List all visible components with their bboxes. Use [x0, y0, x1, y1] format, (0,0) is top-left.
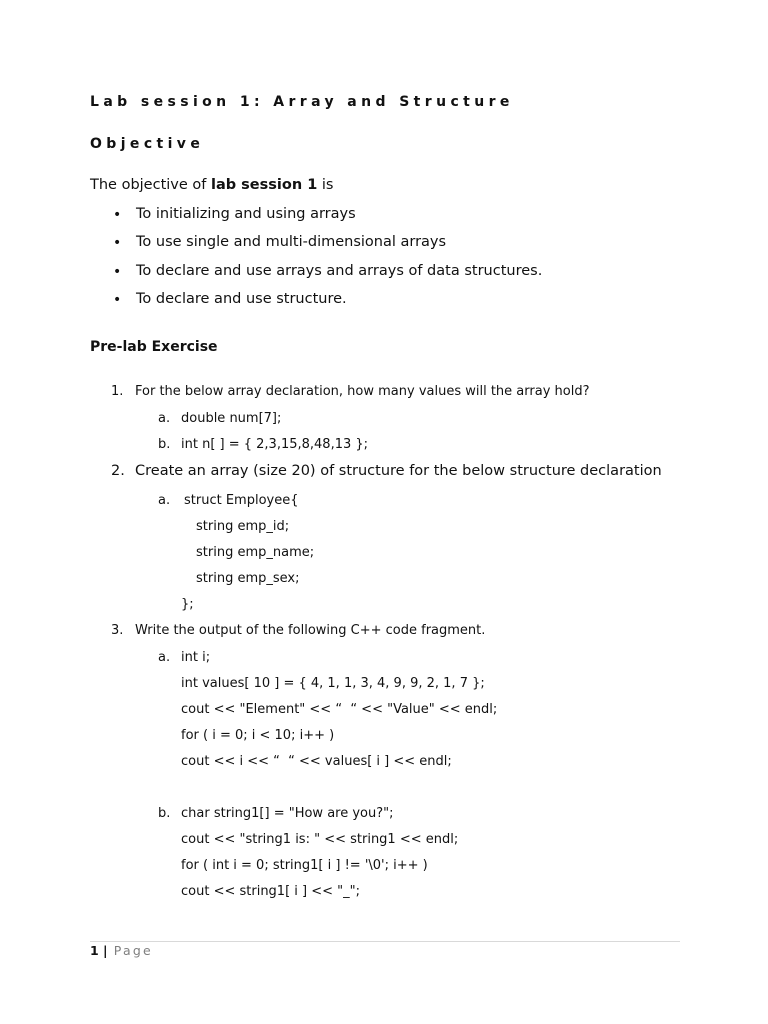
bullet-icon: • — [113, 292, 122, 308]
bullet-icon: • — [113, 207, 122, 223]
code-line: cout << "Element" << “ “ << "Value" << endl; — [181, 702, 498, 717]
footer-divider — [90, 941, 680, 942]
question-text: Write the output of the following C++ code fragment. — [135, 623, 486, 638]
objective-item: To declare and use structure. — [136, 291, 347, 307]
page-title: Lab session 1: Array and Structure — [90, 94, 514, 110]
prelab-heading: Pre-lab Exercise — [90, 339, 218, 355]
code-line: cout << "string1 is: " << string1 << endl; — [181, 832, 459, 847]
objective-intro — [90, 177, 334, 194]
objective-item: To declare and use arrays and arrays of data structures. — [136, 263, 543, 279]
bullet-icon: • — [113, 264, 122, 280]
code-line: cout << string1[ i ] << "_"; — [181, 884, 360, 899]
subitem-text: int n[ ] = { 2,3,15,8,48,13 }; — [181, 437, 369, 452]
question-number: 2. — [111, 463, 125, 479]
code-line: for ( i = 0; i < 10; i++ ) — [181, 728, 335, 743]
intro-text-end: is — [317, 177, 334, 193]
page-footer — [90, 943, 153, 958]
question-text: For the below array declaration, how many values will the array hold? — [135, 384, 590, 399]
page-number: 1 | — [90, 943, 108, 958]
question-number: 3. — [111, 623, 124, 638]
objective-item: To initializing and using arrays — [136, 206, 356, 222]
code-line: struct Employee{ — [184, 493, 299, 508]
page-label: Page — [107, 943, 153, 958]
subitem-label: a. — [158, 411, 171, 426]
subitem-text: double num[7]; — [181, 411, 282, 426]
subitem-label: a. — [158, 493, 171, 508]
intro-bold-text: lab session 1 — [210, 177, 318, 193]
subitem-label: b. — [158, 806, 171, 821]
subitem-label: a. — [158, 650, 171, 665]
code-line: int values[ 10 ] = { 4, 1, 1, 3, 4, 9, 9, 2, 1, 7 }; — [181, 676, 485, 691]
question-number: 1. — [111, 384, 124, 399]
objective-heading: Objective — [90, 136, 205, 152]
code-line: char string1[] = "How are you?"; — [181, 806, 394, 821]
code-line: string emp_sex; — [196, 571, 300, 586]
question-text: Create an array (size 20) of structure for the below structure declaration — [135, 463, 662, 479]
code-line: string emp_id; — [196, 519, 290, 534]
bullet-icon: • — [113, 235, 122, 251]
code-line: string emp_name; — [196, 545, 315, 560]
code-line: for ( int i = 0; string1[ i ] != '\0'; i++ ) — [181, 858, 428, 873]
code-line: }; — [181, 597, 194, 612]
code-line: int i; — [181, 650, 211, 665]
code-line: cout << i << “ “ << values[ i ] << endl; — [181, 754, 452, 769]
objective-item: To use single and multi-dimensional arrays — [136, 234, 447, 250]
intro-text: The objective of — [90, 177, 211, 193]
subitem-label: b. — [158, 437, 171, 452]
